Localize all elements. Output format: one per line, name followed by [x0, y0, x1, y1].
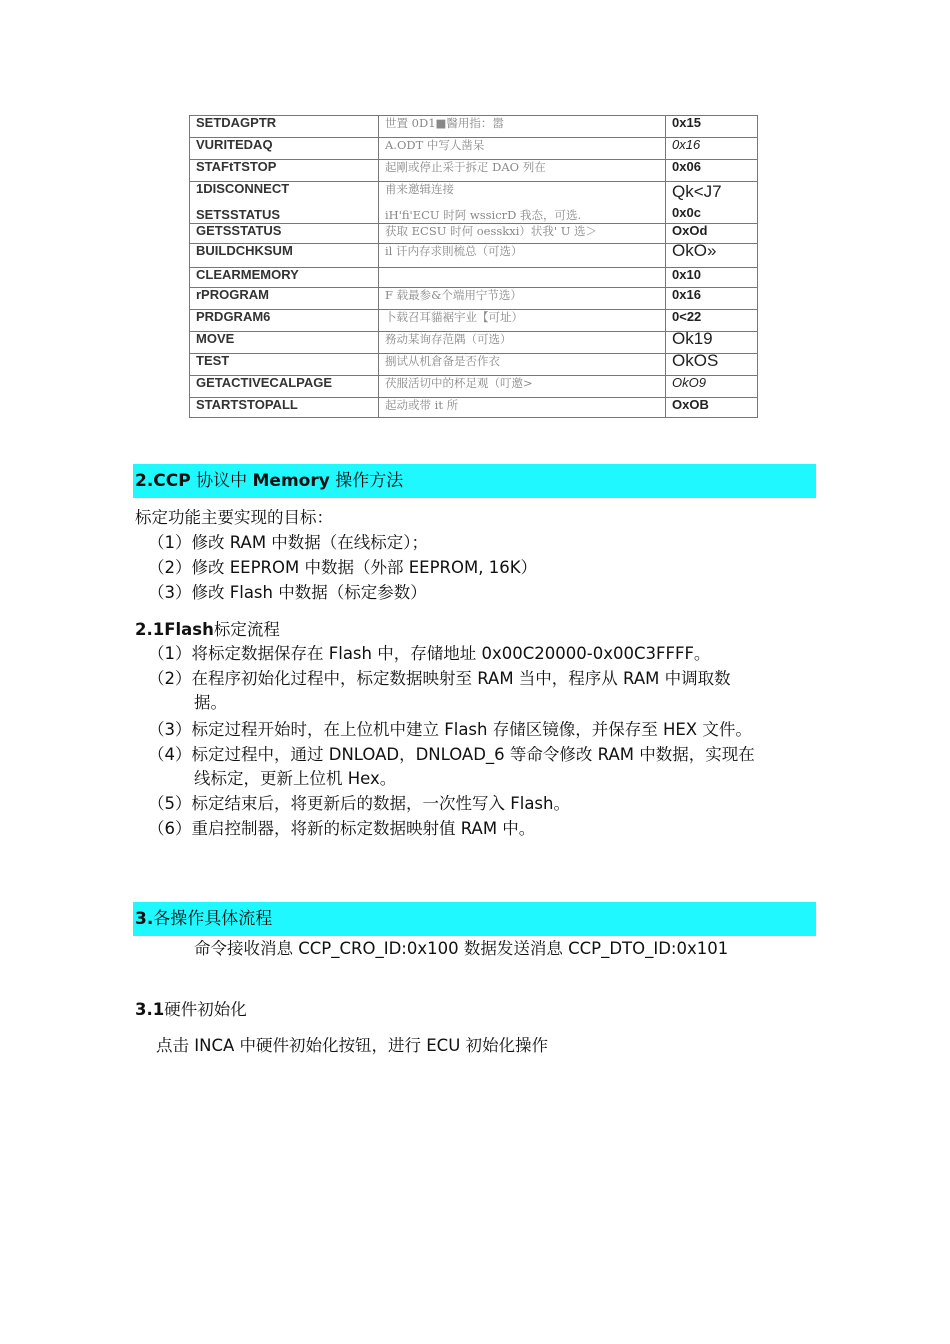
command-description: 甫来邀辑连接: [385, 182, 454, 196]
section-2-heading-text: 协议中: [196, 471, 248, 491]
command-name: PRDGRAM6: [196, 309, 271, 324]
table-row: [190, 268, 758, 288]
command-code: 0<22: [672, 309, 702, 324]
table-row: [190, 160, 758, 182]
flow-item-text: 将标定数据保存在 Flash 中，存储地址 0x00C20000-0x00C3FFFF。: [191, 644, 711, 663]
section-3-heading: [133, 902, 816, 936]
command-code: OxOd: [672, 223, 708, 238]
ccp-command-table-body: [190, 116, 758, 418]
command-code-cell: [666, 116, 758, 138]
section-3-1-body: 点击 INCA 中硬件初始化按钮，进行 ECU 初始化操作: [156, 1036, 549, 1055]
command-code-cell: [666, 244, 758, 268]
flow-item-2-cont: 据。: [194, 693, 227, 712]
command-description-cell: [379, 244, 666, 268]
command-description: 務动某询存范隅（可选）: [385, 332, 512, 346]
flow-item-number: （1）: [148, 644, 192, 663]
flow-item-text: 重启控制器，将新的标定数据映射值 RAM 中。: [191, 819, 536, 838]
command-name-cell: [190, 354, 379, 376]
command-description: 起剛或停止采于拆疋 DAO 列在: [385, 160, 546, 174]
command-code-cell: [666, 288, 758, 310]
flow-item-text: 标定过程中，通过 DNLOAD，DNLOAD_6 等命令修改 RAM 中数据，实现在: [191, 745, 755, 764]
table-row: [190, 332, 758, 354]
section-2-intro: 标定功能主要实现的目标：: [135, 508, 333, 527]
command-code: 0x06: [672, 159, 701, 174]
table-row: [190, 244, 758, 268]
section-2-1-heading-bold: 2.1Flash: [135, 620, 214, 639]
command-description: 捌试从机倉备是否作衣: [385, 354, 500, 368]
command-name: GETACTIVECALPAGE: [196, 375, 333, 390]
flow-item-6: [148, 817, 535, 841]
command-name: rPROGRAM: [196, 287, 269, 302]
command-description-cell: [379, 354, 666, 376]
command-name: VURITEDAQ: [196, 137, 273, 152]
command-description-cell: [379, 268, 666, 288]
command-code-cell: [666, 332, 758, 354]
command-name: STARTSTOPALL: [196, 397, 298, 412]
command-description: 卜载召耳貓裾宇业【可址）: [385, 310, 523, 324]
section-3-message-ids: 命令接收消息 CCP_CRO_ID:0x100 数据发送消息 CCP_DTO_ID:0x101: [194, 939, 729, 958]
command-name: CLEARMEMORY: [196, 267, 299, 282]
command-description-cell: [379, 224, 666, 244]
flow-item-text: 标定结束后，将更新后的数据，一次性写入 Flash。: [191, 794, 570, 813]
command-name: MOVE: [196, 331, 235, 346]
table-row: [190, 310, 758, 332]
command-code: OkO9: [672, 375, 706, 390]
flow-item-text: 标定过程开始时，在上位机中建立 Flash 存储区镜像，并保存至 HEX 文件。: [191, 720, 752, 739]
command-description-cell: [379, 182, 666, 224]
table-row: [190, 398, 758, 418]
flow-item-number: （3）: [148, 720, 192, 739]
command-description: 茯服活切中的杯足观（叮邀>: [385, 376, 533, 390]
flow-item-number: （2）: [148, 669, 192, 688]
command-description-cell: [379, 310, 666, 332]
section-2-1-heading: [135, 618, 280, 642]
flow-item-1: [148, 642, 710, 666]
command-name: SETSSTATUS: [196, 207, 281, 222]
flow-item-number: （5）: [148, 794, 192, 813]
flow-item-3: [148, 718, 752, 742]
command-code: OxOB: [672, 397, 709, 412]
command-code-cell: [666, 398, 758, 418]
command-code: Qk<J7: [672, 182, 722, 201]
section-2-heading-bold: Memory: [252, 471, 330, 491]
flow-item-text: 在程序初始化过程中，标定数据映射至 RAM 当中，程序从 RAM 中调取数: [191, 669, 731, 688]
command-description-cell: [379, 160, 666, 182]
goal-item-3: （3）修改 Flash 中数据（标定参数）: [148, 583, 427, 602]
command-name-cell: [190, 116, 379, 138]
command-name-cell: [190, 268, 379, 288]
section-3-heading-number: 3.: [135, 909, 154, 929]
command-name-cell: [190, 288, 379, 310]
command-name-cell: [190, 398, 379, 418]
command-name: BUILDCHKSUM: [196, 243, 293, 258]
section-2-1-heading-text: 标定流程: [213, 620, 280, 639]
ccp-command-table: [189, 115, 758, 418]
section-2-heading-end: 操作方法: [335, 471, 404, 491]
section-3-1-heading-number: 3.1: [135, 1000, 165, 1019]
goal-item-2: （2）修改 EEPROM 中数据（外部 EEPROM, 16K）: [148, 558, 538, 577]
command-description-cell: [379, 288, 666, 310]
command-name-cell: [190, 310, 379, 332]
command-name: 1DISCONNECT: [196, 181, 290, 196]
command-description: il 讦内存求則梳总（可选）: [385, 244, 523, 258]
command-code: OkO»: [672, 243, 717, 260]
flow-item-number: （6）: [148, 819, 192, 838]
table-row: [190, 224, 758, 244]
table-row: [190, 182, 758, 224]
command-code: 0x16: [672, 137, 701, 152]
command-code: OkOS: [672, 353, 719, 370]
table-row: [190, 354, 758, 376]
command-description: A.ODT 中写人凿呆: [385, 138, 485, 152]
command-code-cell: [666, 138, 758, 160]
flow-item-4-cont: 线标定，更新上位机 Hex。: [194, 769, 397, 788]
flow-item-5: [148, 792, 570, 816]
command-name-cell: [190, 244, 379, 268]
section-3-heading-text: 各操作具体流程: [153, 909, 273, 929]
command-name-cell: [190, 160, 379, 182]
command-code-cell: [666, 182, 758, 224]
command-code: 0x15: [672, 115, 701, 130]
flow-item-2: [148, 667, 731, 691]
command-description-cell: [379, 116, 666, 138]
command-code-cell: [666, 310, 758, 332]
flow-item-number: （4）: [148, 745, 192, 764]
command-description: 起动或带 it 所: [385, 398, 459, 412]
table-row: [190, 376, 758, 398]
section-3-1-heading-text: 硬件初始化: [164, 1000, 247, 1019]
section-2-heading: [133, 464, 816, 498]
command-name-cell: [190, 376, 379, 398]
section-3-1-heading: [135, 998, 247, 1022]
command-code: 0x0c: [672, 205, 701, 220]
flow-item-4: [148, 743, 755, 767]
command-description: 世置 0D1■醫用指：嚣: [385, 116, 504, 130]
command-description-cell: [379, 398, 666, 418]
table-row: [190, 116, 758, 138]
command-code: 0x10: [672, 267, 701, 282]
command-name: GETSSTATUS: [196, 223, 282, 238]
command-code: 0x16: [672, 287, 701, 302]
command-code-cell: [666, 354, 758, 376]
command-name: STAFtTSTOP: [196, 159, 277, 174]
command-name-cell: [190, 138, 379, 160]
command-description-cell: [379, 376, 666, 398]
command-description: iH'fi'ECU 时阿 wssicrD 我态，可选.: [385, 208, 582, 222]
section-2-heading-number: 2.CCP: [135, 471, 191, 491]
command-description-cell: [379, 332, 666, 354]
command-description: F 载最参&个端用宁节选）: [385, 288, 522, 302]
table-row: [190, 288, 758, 310]
table-row: [190, 138, 758, 160]
command-description-cell: [379, 138, 666, 160]
command-name-cell: [190, 182, 379, 224]
command-name-cell: [190, 224, 379, 244]
command-code-cell: [666, 376, 758, 398]
command-name-cell: [190, 332, 379, 354]
command-description: 获取 ECSU 时何 oesskxi）状我' U 选＞: [385, 224, 598, 238]
command-code-cell: [666, 268, 758, 288]
command-code-cell: [666, 224, 758, 244]
goal-item-1: （1）修改 RAM 中数据（在线标定）；: [148, 533, 429, 552]
command-code-cell: [666, 160, 758, 182]
command-name: TEST: [196, 353, 230, 368]
command-code: Ok19: [672, 331, 713, 348]
command-name: SETDAGPTR: [196, 115, 277, 130]
